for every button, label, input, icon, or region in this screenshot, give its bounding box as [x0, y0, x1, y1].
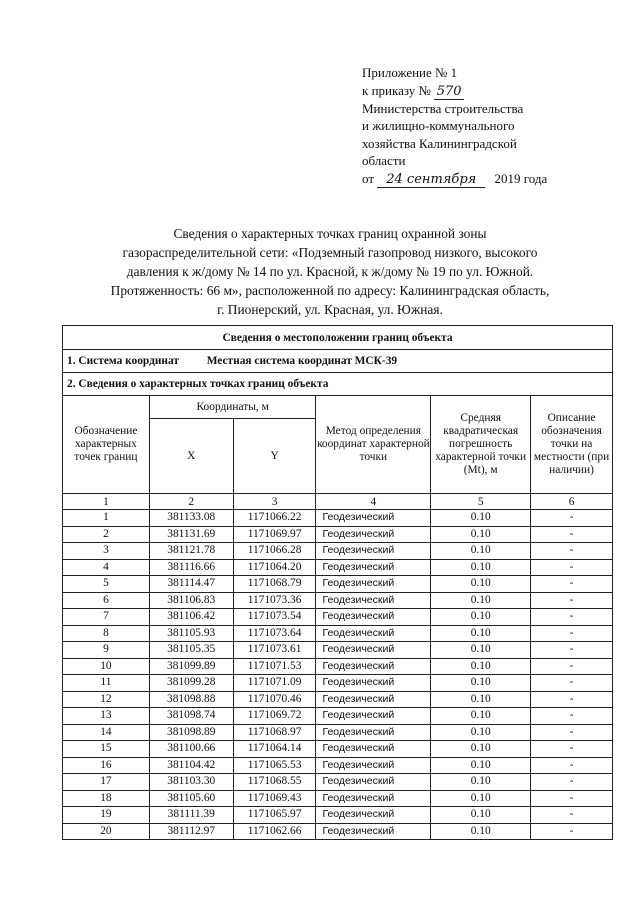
description-cell: - [531, 741, 613, 758]
method-cell: Геодезический [316, 691, 431, 708]
y-coordinate-cell: 1171071.53 [233, 658, 316, 675]
y-coordinate-cell: 1171066.28 [233, 543, 316, 560]
error-cell: 0.10 [431, 609, 531, 626]
error-cell: 0.10 [431, 658, 531, 675]
table-row [63, 526, 613, 543]
y-coordinate-cell: 1171069.43 [233, 790, 316, 807]
order-prefix: к приказу № [362, 82, 431, 98]
description-cell: - [531, 774, 613, 791]
point-number-cell: 20 [63, 823, 150, 840]
error-cell: 0.10 [431, 708, 531, 725]
description-cell: - [531, 625, 613, 642]
error-cell: 0.10 [431, 741, 531, 758]
title-line-5: г. Пионерский, ул. Красная, ул. Южная. [217, 302, 443, 317]
ministry-line-3: хозяйства Калининградской [362, 135, 517, 151]
y-coordinate-cell: 1171068.79 [233, 576, 316, 593]
y-coordinate-cell: 1171073.61 [233, 642, 316, 659]
x-coordinate-cell: 381111.39 [149, 807, 233, 824]
error-cell: 0.10 [431, 823, 531, 840]
table-row [63, 757, 613, 774]
point-number-cell: 2 [63, 526, 150, 543]
error-cell: 0.10 [431, 790, 531, 807]
ministry-line-1: Министерства строительства [362, 100, 524, 116]
method-cell: Геодезический [316, 757, 431, 774]
method-cell: Геодезический [316, 708, 431, 725]
x-coordinate-cell: 381112.97 [149, 823, 233, 840]
error-cell: 0.10 [431, 691, 531, 708]
method-cell: Геодезический [316, 510, 431, 527]
table-row [63, 708, 613, 725]
method-cell: Геодезический [316, 807, 431, 824]
y-coordinate-cell: 1171069.97 [233, 526, 316, 543]
y-coordinate-cell: 1171070.46 [233, 691, 316, 708]
error-cell: 0.10 [431, 510, 531, 527]
description-cell: - [531, 823, 613, 840]
y-coordinate-cell: 1171068.97 [233, 724, 316, 741]
boundary-points-table [62, 325, 613, 840]
table-row [63, 609, 613, 626]
error-cell: 0.10 [431, 592, 531, 609]
col-index-cell: 3 [233, 494, 316, 510]
point-number-cell: 15 [63, 741, 150, 758]
x-coordinate-cell: 381131.69 [149, 526, 233, 543]
x-coordinate-cell: 381103.30 [149, 774, 233, 791]
point-number-cell: 1 [63, 510, 150, 527]
method-cell: Геодезический [316, 658, 431, 675]
point-number-cell: 6 [63, 592, 150, 609]
description-cell: - [531, 526, 613, 543]
x-coordinate-cell: 381099.28 [149, 675, 233, 692]
appendix-title: Приложение № 1 [362, 65, 458, 80]
description-cell: - [531, 675, 613, 692]
coordinate-system-row [63, 350, 613, 373]
col-index-cell: 2 [149, 494, 233, 510]
description-cell: - [531, 724, 613, 741]
x-coordinate-cell: 381105.60 [149, 790, 233, 807]
point-number-cell: 4 [63, 559, 150, 576]
error-cell: 0.10 [431, 576, 531, 593]
title-line-3: давления к ж/дому № 14 по ул. Красной, к ж/дому № 19 по ул. Южной. [126, 264, 534, 279]
ministry-line-2: и жилищно-коммунального [362, 118, 515, 133]
description-cell: - [531, 708, 613, 725]
point-number-cell: 16 [63, 757, 150, 774]
point-number-cell: 14 [63, 724, 150, 741]
y-coordinate-cell: 1171068.55 [233, 774, 316, 791]
title-line-1: Сведения о характерных точках границ охранной зоны [173, 226, 487, 241]
table-row [63, 741, 613, 758]
appendix-block [362, 64, 602, 188]
col-method-header: Метод определения координат характерной точки [316, 396, 431, 494]
table-row [63, 807, 613, 824]
date-prefix: от [362, 170, 375, 186]
method-cell: Геодезический [316, 625, 431, 642]
document-title [70, 224, 590, 319]
error-cell: 0.10 [431, 625, 531, 642]
table-row [63, 576, 613, 593]
point-number-cell: 8 [63, 625, 150, 642]
table-row [63, 658, 613, 675]
method-cell: Геодезический [316, 790, 431, 807]
x-coordinate-cell: 381105.93 [149, 625, 233, 642]
x-coordinate-cell: 381116.66 [149, 559, 233, 576]
y-coordinate-cell: 1171065.97 [233, 807, 316, 824]
point-number-cell: 9 [63, 642, 150, 659]
col-index-cell: 1 [63, 494, 150, 510]
col-x-header: X [149, 419, 233, 494]
method-cell: Геодезический [316, 741, 431, 758]
description-cell: - [531, 757, 613, 774]
error-cell: 0.10 [431, 724, 531, 741]
x-coordinate-cell: 381098.88 [149, 691, 233, 708]
table-row [63, 691, 613, 708]
col-index-cell: 4 [316, 494, 431, 510]
y-coordinate-cell: 1171071.09 [233, 675, 316, 692]
method-cell: Геодезический [316, 823, 431, 840]
description-cell: - [531, 807, 613, 824]
col-coords-header: Координаты, м [149, 396, 316, 419]
title-line-2: газораспределительной сети: «Подземный газопровод низкого, высокого [122, 245, 538, 260]
error-cell: 0.10 [431, 642, 531, 659]
x-coordinate-cell: 381105.35 [149, 642, 233, 659]
table-row [63, 823, 613, 840]
table-row [63, 543, 613, 560]
x-coordinate-cell: 381106.42 [149, 609, 233, 626]
date-suffix: 2019 года [494, 170, 548, 186]
col-index-cell: 6 [531, 494, 613, 510]
table-row [63, 592, 613, 609]
method-cell: Геодезический [316, 609, 431, 626]
point-number-cell: 18 [63, 790, 150, 807]
method-cell: Геодезический [316, 576, 431, 593]
error-cell: 0.10 [431, 526, 531, 543]
col-desc-header: Описание обозначения точки на местности (при наличии) [531, 396, 613, 494]
method-cell: Геодезический [316, 526, 431, 543]
coordinate-system-value: Местная система координат МСК-39 [206, 355, 398, 367]
table-row [63, 642, 613, 659]
point-number-cell: 5 [63, 576, 150, 593]
x-coordinate-cell: 381106.83 [149, 592, 233, 609]
description-cell: - [531, 576, 613, 593]
x-coordinate-cell: 381099.89 [149, 658, 233, 675]
x-coordinate-cell: 381133.08 [149, 510, 233, 527]
point-number-cell: 3 [63, 543, 150, 560]
description-cell: - [531, 559, 613, 576]
table-row [63, 510, 613, 527]
x-coordinate-cell: 381114.47 [149, 576, 233, 593]
description-cell: - [531, 592, 613, 609]
order-line [362, 82, 602, 100]
col-y-header: Y [233, 419, 316, 494]
date-line [362, 170, 602, 188]
table-row [63, 559, 613, 576]
col-point-header: Обозначение характерных точек границ [63, 396, 150, 494]
col-error-header: Средняя квадратическая погрешность характерной точки (Mt), м [431, 396, 531, 494]
method-cell: Геодезический [316, 642, 431, 659]
y-coordinate-cell: 1171073.64 [233, 625, 316, 642]
point-number-cell: 19 [63, 807, 150, 824]
points-section-row: 2. Сведения о характерных точках границ объекта [63, 373, 613, 396]
y-coordinate-cell: 1171062.66 [233, 823, 316, 840]
x-coordinate-cell: 381100.66 [149, 741, 233, 758]
description-cell: - [531, 790, 613, 807]
method-cell: Геодезический [316, 675, 431, 692]
error-cell: 0.10 [431, 543, 531, 560]
point-number-cell: 13 [63, 708, 150, 725]
x-coordinate-cell: 381098.74 [149, 708, 233, 725]
column-index-row [63, 494, 613, 510]
error-cell: 0.10 [431, 757, 531, 774]
point-number-cell: 10 [63, 658, 150, 675]
point-number-cell: 17 [63, 774, 150, 791]
method-cell: Геодезический [316, 543, 431, 560]
x-coordinate-cell: 381121.78 [149, 543, 233, 560]
order-number-handwritten: 570 [434, 85, 464, 100]
y-coordinate-cell: 1171064.14 [233, 741, 316, 758]
description-cell: - [531, 691, 613, 708]
y-coordinate-cell: 1171064.20 [233, 559, 316, 576]
description-cell: - [531, 642, 613, 659]
table-row [63, 774, 613, 791]
table-row [63, 625, 613, 642]
method-cell: Геодезический [316, 774, 431, 791]
col-index-cell: 5 [431, 494, 531, 510]
method-cell: Геодезический [316, 724, 431, 741]
point-number-cell: 12 [63, 691, 150, 708]
date-handwritten: 24 сентября [377, 173, 485, 188]
description-cell: - [531, 510, 613, 527]
x-coordinate-cell: 381098.89 [149, 724, 233, 741]
table-row [63, 675, 613, 692]
table-row [63, 790, 613, 807]
method-cell: Геодезический [316, 559, 431, 576]
description-cell: - [531, 543, 613, 560]
y-coordinate-cell: 1171073.54 [233, 609, 316, 626]
y-coordinate-cell: 1171065.53 [233, 757, 316, 774]
x-coordinate-cell: 381104.42 [149, 757, 233, 774]
description-cell: - [531, 658, 613, 675]
error-cell: 0.10 [431, 807, 531, 824]
table-row [63, 724, 613, 741]
error-cell: 0.10 [431, 675, 531, 692]
coordinate-system-label: 1. Система координат [67, 355, 179, 367]
title-line-4: Протяженность: 66 м», расположенной по адресу: Калининградская область, [110, 283, 550, 298]
table-body [63, 510, 613, 840]
y-coordinate-cell: 1171073.36 [233, 592, 316, 609]
y-coordinate-cell: 1171069.72 [233, 708, 316, 725]
point-number-cell: 7 [63, 609, 150, 626]
y-coordinate-cell: 1171066.22 [233, 510, 316, 527]
method-cell: Геодезический [316, 592, 431, 609]
point-number-cell: 11 [63, 675, 150, 692]
error-cell: 0.10 [431, 559, 531, 576]
error-cell: 0.10 [431, 774, 531, 791]
table-header: Сведения о местоположении границ объекта [63, 326, 613, 350]
ministry-line-4: области [362, 153, 406, 168]
description-cell: - [531, 609, 613, 626]
